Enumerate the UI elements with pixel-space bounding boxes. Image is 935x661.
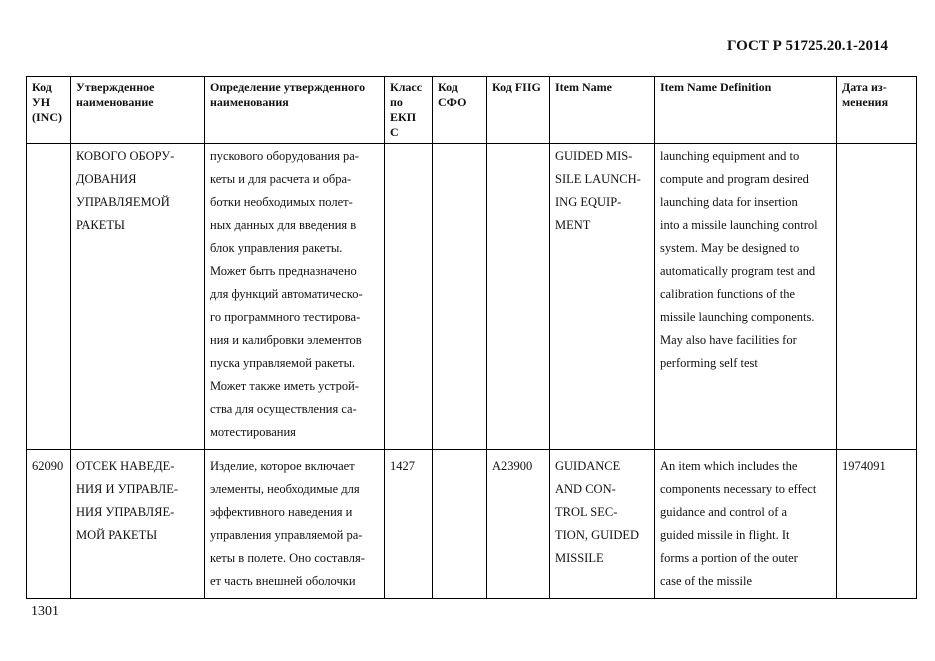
cell-inc	[27, 144, 71, 450]
cell-item-name-definition: launching equipment and to compute and program desired launching data for insertion into a missile launching control system. May be designed to automatically program test and calibration functions of the missile launching components. May also have facilities for performing self test	[655, 144, 837, 450]
column-header-change-date: Дата из-менения	[837, 77, 917, 144]
page-number: 1301	[31, 604, 59, 619]
cell-definition: пускового оборудования ра- кеты и для расчета и обра- ботки необходимых полет- ных данных для введения в блок управления ракеты. Может быть предназначено для функций автоматическо- го программного тестирова- ния и калибровки элементов пуска управляемой ракеты. Может также иметь устрой- ства для осуществления са- мотестирования	[205, 144, 385, 450]
column-header-fiig: Код FIIG	[487, 77, 550, 144]
table-header-row	[27, 77, 917, 144]
cell-item-name: GUIDED MIS- SILE LAUNCH- ING EQUIP- MENT	[550, 144, 655, 450]
cell-definition: Изделие, которое включает элементы, необходимые для эффективного наведения и управления управляемой ра- кеты в полете. Оно составля- ет часть внешней оболочки	[205, 450, 385, 599]
cell-class	[385, 144, 433, 450]
column-header-item-name-definition: Item Name Definition	[655, 77, 837, 144]
cell-inc: 62090	[27, 450, 71, 599]
column-header-class: Класс по ЕКП С	[385, 77, 433, 144]
column-header-approved-name: Утвержденное наименование	[71, 77, 205, 144]
classification-table	[26, 76, 917, 599]
cell-sfo	[433, 144, 487, 450]
table-row	[27, 450, 917, 599]
column-header-inc: Код УН (INC)	[27, 77, 71, 144]
cell-item-name-definition: An item which includes the components necessary to effect guidance and control of a guided missile in flight. It forms a portion of the outer case of the missile	[655, 450, 837, 599]
table-row	[27, 144, 917, 450]
cell-change-date: 1974091	[837, 450, 917, 599]
cell-approved-name: КОВОГО ОБОРУ- ДОВАНИЯ УПРАВЛЯЕМОЙ РАКЕТЫ	[71, 144, 205, 450]
cell-change-date	[837, 144, 917, 450]
cell-class: 1427	[385, 450, 433, 599]
cell-fiig: A23900	[487, 450, 550, 599]
column-header-definition: Определение утвержденного наименования	[205, 77, 385, 144]
cell-item-name: GUIDANCE AND CON- TROL SEC- TION, GUIDED MISSILE	[550, 450, 655, 599]
document-standard-header: ГОСТ Р 51725.20.1-2014	[726, 38, 888, 54]
cell-fiig	[487, 144, 550, 450]
cell-sfo	[433, 450, 487, 599]
column-header-item-name: Item Name	[550, 77, 655, 144]
cell-approved-name: ОТСЕК НАВЕДЕ- НИЯ И УПРАВЛЕ- НИЯ УПРАВЛЯЕ- МОЙ РАКЕТЫ	[71, 450, 205, 599]
column-header-sfo: Код СФО	[433, 77, 487, 144]
